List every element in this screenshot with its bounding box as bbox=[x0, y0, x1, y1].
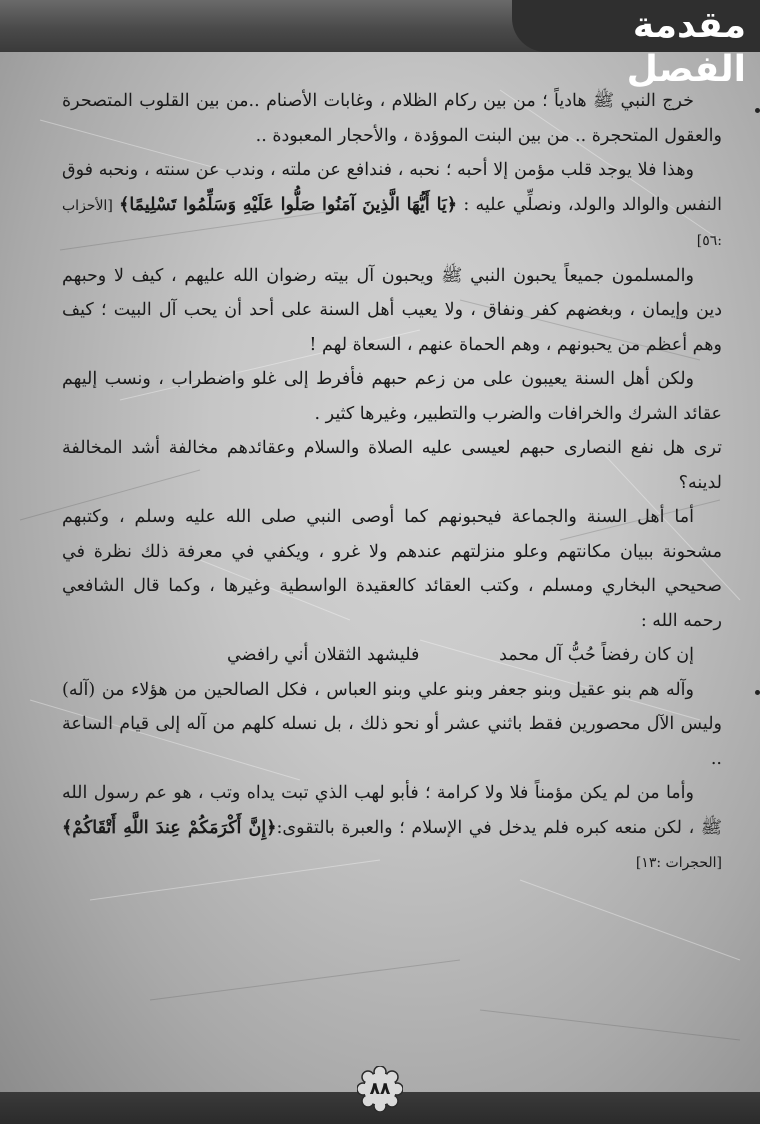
margin-mark bbox=[755, 690, 760, 695]
page-number: ٨٨ bbox=[369, 1079, 391, 1099]
paragraph bbox=[62, 776, 722, 881]
paragraph: ولكن أهل السنة يعيبون على من زعم حبهم فأفرط إلى غلو واضطراب ، ونسب إليهم عقائد الشرك والخرافات والضرب والتطبير، وغيرها كثير . bbox=[62, 369, 722, 424]
verse-hemistich-first: إن كان رفضاً حُبُّ آل محمد bbox=[499, 645, 694, 665]
paragraph: ترى هل نفع النصارى حبهم لعيسى عليه الصلاة والسلام وعقائدهم مخالفة أشد المخالفة لدينه؟ bbox=[62, 438, 722, 493]
paragraph: والمسلمون جميعاً يحبون النبي ﷺ ويحبون آل بيته رضوان الله عليهم ، كيف لا وحبهم دين وإيمان ، وبغضهم كفر ونفاق ، ولا يعيب أهل السنة على أحد أن يحب آل البيت ؛ كيف وهم أعظم من يحبونهم ، وهم الحماة عنهم ، السعاة لهم ! bbox=[62, 265, 722, 355]
quran-verse: ﴿يَا أَيُّهَا الَّذِينَ آمَنُوا صَلُّوا عَلَيْهِ وَسَلِّمُوا تَسْلِيمًا﴾ bbox=[119, 194, 458, 215]
surah-reference: [الحجرات :١٣] bbox=[635, 855, 722, 871]
verse-hemistich-second: فليشهد الثقلان أني رافضي bbox=[227, 645, 420, 665]
paragraph: أما أهل السنة والجماعة فيحبونهم كما أوصى النبي صلى الله عليه وسلم ، وكتبهم مشحونة ببيان مكانتهم وعلو منزلتهم عندهم ولا غرو ، ويكفي في معرفة ذلك نظرة في صحيحي البخاري ومسلم ، وكتب العقائد كالعقيدة الواسطية وغيرها ، وكما قال الشافعي رحمه الله : bbox=[62, 507, 722, 631]
paragraph: وآله هم بنو عقيل وبنو جعفر وبنو علي وبنو العباس ، فكل الصالحين من هؤلاء من (آله) وليس الآل محصورين فقط باثني عشر أو نحو ذلك ، بل نسله كلهم من آله إلى قيام الساعة .. bbox=[62, 679, 722, 769]
surah-reference: [الأحزاب :٥٦] bbox=[62, 197, 722, 249]
poetry-verse bbox=[62, 638, 722, 673]
margin-mark bbox=[755, 108, 760, 113]
quran-verse: ﴿إِنَّ أَكْرَمَكُمْ عِندَ اللَّهِ أَتْقَاكُمْ﴾ bbox=[62, 817, 277, 838]
paragraph-text: وأما من لم يكن مؤمناً فلا ولا كرامة ؛ فأبو لهب الذي تبت يداه وتب ، هو عم رسول الله ﷺ ، لكن منعه كبره فلم يدخل في الإسلام ؛ والعبرة بالتقوى: bbox=[62, 783, 722, 838]
body-text bbox=[62, 84, 722, 871]
chapter-intro-title: مقدمة الفصل bbox=[626, 5, 746, 90]
paragraph: خرج النبي ﷺ هادياً ؛ من بين ركام الظلام ، وغابات الأصنام ..من بين القلوب المتصحرة والعقول المتحجرة .. من بين البنت الموؤدة ، والأحجار المعبودة .. bbox=[62, 91, 722, 146]
paragraph-text: وهذا فلا يوجد قلب مؤمن إلا أحبه ؛ نحبه ، فندافع عن ملته ، وندب عن سنته ، ونحبه فوق النفس والوالد والولد، ونصلِّي عليه : bbox=[62, 160, 722, 215]
paragraph bbox=[62, 153, 722, 259]
